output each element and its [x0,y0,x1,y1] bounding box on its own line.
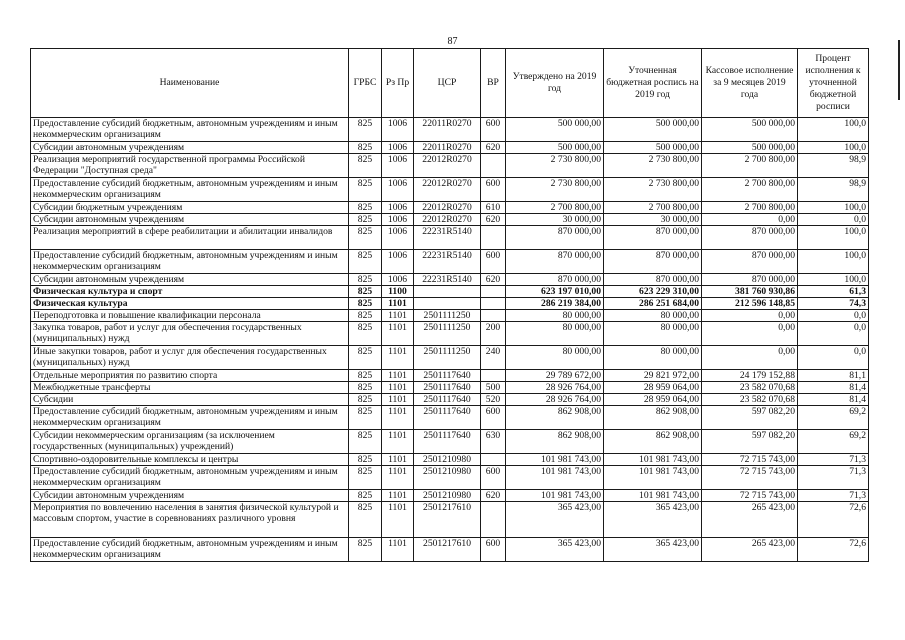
cell-rzpr: 1006 [382,142,414,154]
cell-rzpr: 1006 [382,226,414,250]
cell-vr: 620 [481,274,506,286]
cell-percent: 0,0 [798,322,869,346]
cell-refined: 286 251 684,00 [604,298,702,310]
cell-grbs: 825 [349,286,382,298]
cell-cash: 265 423,00 [702,538,798,562]
table-row [31,406,869,430]
cell-grbs: 825 [349,310,382,322]
cell-name: Предоставление субсидий бюджетным, автономным учреждениям и иным некоммерческим организациям [31,466,349,490]
cell-percent: 81,4 [798,382,869,394]
cell-percent: 0,0 [798,310,869,322]
cell-refined: 80 000,00 [604,346,702,370]
cell-vr: 620 [481,490,506,502]
cell-cash: 24 179 152,88 [702,370,798,382]
cell-csr: 2501210980 [414,490,481,502]
cell-refined: 2 730 800,00 [604,178,702,202]
table-row [31,322,869,346]
cell-name: Реализация мероприятий в сфере реабилитации и абилитации инвалидов [31,226,349,250]
cell-grbs: 825 [349,154,382,178]
cell-percent: 0,0 [798,214,869,226]
cell-rzpr: 1100 [382,286,414,298]
cell-rzpr: 1101 [382,430,414,454]
table-row [31,502,869,538]
cell-cash: 265 423,00 [702,502,798,538]
table-row [31,370,869,382]
table-row [31,274,869,286]
cell-percent: 71,3 [798,454,869,466]
cell-refined: 365 423,00 [604,502,702,538]
cell-cash: 72 715 743,00 [702,466,798,490]
cell-rzpr: 1006 [382,214,414,226]
header-csr: ЦСР [414,49,481,118]
cell-cash: 0,00 [702,322,798,346]
cell-csr: 2501111250 [414,310,481,322]
page-edge-mark [898,40,900,100]
cell-csr [414,286,481,298]
cell-cash: 23 582 070,68 [702,394,798,406]
cell-grbs: 825 [349,178,382,202]
cell-rzpr: 1006 [382,118,414,142]
table-row [31,382,869,394]
cell-refined: 862 908,00 [604,430,702,454]
cell-name: Иные закупки товаров, работ и услуг для обеспечения государственных (муниципальных) нужд [31,346,349,370]
cell-cash: 72 715 743,00 [702,454,798,466]
cell-vr: 630 [481,430,506,454]
cell-name: Межбюджетные трансферты [31,382,349,394]
cell-percent: 72,6 [798,538,869,562]
header-grbs: ГРБС [349,49,382,118]
cell-grbs: 825 [349,454,382,466]
cell-cash: 0,00 [702,346,798,370]
cell-grbs: 825 [349,406,382,430]
cell-approved: 101 981 743,00 [506,466,604,490]
cell-name: Предоставление субсидий бюджетным, автономным учреждениям и иным некоммерческим организациям [31,178,349,202]
cell-approved: 500 000,00 [506,118,604,142]
table-row [31,178,869,202]
cell-grbs: 825 [349,382,382,394]
cell-approved: 286 219 384,00 [506,298,604,310]
cell-vr: 600 [481,466,506,490]
cell-csr: 22011R0270 [414,118,481,142]
cell-csr: 2501210980 [414,466,481,490]
cell-vr [481,154,506,178]
cell-rzpr: 1101 [382,346,414,370]
cell-csr: 22231R5140 [414,274,481,286]
cell-refined: 80 000,00 [604,322,702,346]
cell-percent: 61,3 [798,286,869,298]
cell-name: Субсидии некоммерческим организациям (за исключением государственных (муниципальных) учреждений) [31,430,349,454]
budget-table [30,48,869,562]
cell-cash: 500 000,00 [702,142,798,154]
cell-refined: 500 000,00 [604,118,702,142]
page-number: 87 [447,36,458,47]
cell-percent: 69,2 [798,430,869,454]
cell-approved: 101 981 743,00 [506,490,604,502]
cell-approved: 2 730 800,00 [506,178,604,202]
cell-csr: 2501117640 [414,370,481,382]
cell-vr [481,454,506,466]
cell-percent: 81,1 [798,370,869,382]
cell-csr: 22012R0270 [414,202,481,214]
cell-csr: 2501111250 [414,346,481,370]
cell-rzpr: 1006 [382,274,414,286]
cell-refined: 870 000,00 [604,274,702,286]
cell-vr [481,310,506,322]
cell-name: Субсидии автономным учреждениям [31,490,349,502]
cell-grbs: 825 [349,430,382,454]
cell-csr: 22012R0270 [414,154,481,178]
table-row [31,538,869,562]
cell-vr: 620 [481,214,506,226]
cell-cash: 2 700 800,00 [702,202,798,214]
cell-refined: 870 000,00 [604,226,702,250]
cell-approved: 2 730 800,00 [506,154,604,178]
table-row [31,454,869,466]
table-row [31,286,869,298]
cell-vr [481,286,506,298]
cell-approved: 365 423,00 [506,502,604,538]
cell-cash: 2 700 800,00 [702,154,798,178]
cell-approved: 870 000,00 [506,274,604,286]
cell-refined: 30 000,00 [604,214,702,226]
cell-percent: 100,0 [798,142,869,154]
table-row [31,310,869,322]
cell-rzpr: 1006 [382,154,414,178]
cell-cash: 500 000,00 [702,118,798,142]
cell-cash: 870 000,00 [702,250,798,274]
cell-refined: 101 981 743,00 [604,490,702,502]
cell-percent: 71,3 [798,466,869,490]
cell-name: Субсидии автономным учреждениям [31,274,349,286]
cell-name: Субсидии [31,394,349,406]
cell-percent: 100,0 [798,226,869,250]
cell-csr: 22231R5140 [414,250,481,274]
header-rzpr: Рз Пр [382,49,414,118]
table-row [31,202,869,214]
table-row [31,430,869,454]
cell-refined: 2 700 800,00 [604,202,702,214]
cell-percent: 100,0 [798,250,869,274]
cell-rzpr: 1101 [382,490,414,502]
cell-percent: 98,9 [798,154,869,178]
cell-rzpr: 1006 [382,202,414,214]
cell-cash: 597 082,20 [702,406,798,430]
cell-cash: 870 000,00 [702,226,798,250]
cell-approved: 500 000,00 [506,142,604,154]
cell-csr [414,298,481,310]
cell-refined: 101 981 743,00 [604,454,702,466]
cell-grbs: 825 [349,370,382,382]
cell-vr [481,298,506,310]
cell-cash: 870 000,00 [702,274,798,286]
cell-vr: 520 [481,394,506,406]
cell-refined: 101 981 743,00 [604,466,702,490]
cell-grbs: 825 [349,214,382,226]
cell-refined: 2 730 800,00 [604,154,702,178]
cell-approved: 365 423,00 [506,538,604,562]
cell-cash: 23 582 070,68 [702,382,798,394]
cell-percent: 71,3 [798,490,869,502]
cell-percent: 98,9 [798,178,869,202]
cell-rzpr: 1006 [382,178,414,202]
cell-rzpr: 1101 [382,502,414,538]
cell-grbs: 825 [349,250,382,274]
cell-vr: 600 [481,178,506,202]
cell-name: Переподготовка и повышение квалификации персонала [31,310,349,322]
header-cash: Кассовое исполнение за 9 месяцев 2019 года [702,49,798,118]
cell-rzpr: 1101 [382,538,414,562]
cell-grbs: 825 [349,298,382,310]
cell-refined: 870 000,00 [604,250,702,274]
table-row [31,394,869,406]
table-row [31,250,869,274]
cell-vr: 600 [481,406,506,430]
cell-approved: 28 926 764,00 [506,394,604,406]
cell-percent: 69,2 [798,406,869,430]
cell-percent: 72,6 [798,502,869,538]
cell-refined: 623 229 310,00 [604,286,702,298]
cell-rzpr: 1101 [382,322,414,346]
table-row [31,214,869,226]
cell-name: Предоставление субсидий бюджетным, автономным учреждениям и иным некоммерческим организациям [31,118,349,142]
cell-grbs: 825 [349,322,382,346]
cell-name: Субсидии автономным учреждениям [31,214,349,226]
cell-name: Закупка товаров, работ и услуг для обеспечения государственных (муниципальных) нужд [31,322,349,346]
cell-grbs: 825 [349,538,382,562]
cell-refined: 28 959 064,00 [604,382,702,394]
cell-approved: 80 000,00 [506,346,604,370]
cell-percent: 0,0 [798,346,869,370]
cell-grbs: 825 [349,490,382,502]
header-percent: Процент исполнения к уточненной бюджетной росписи [798,49,869,118]
cell-name: Физическая культура [31,298,349,310]
cell-approved: 870 000,00 [506,250,604,274]
cell-csr: 22012R0270 [414,178,481,202]
cell-csr: 22012R0270 [414,214,481,226]
table-header-row [31,49,869,118]
cell-name: Предоставление субсидий бюджетным, автономным учреждениям и иным некоммерческим организациям [31,538,349,562]
cell-grbs: 825 [349,466,382,490]
cell-name: Отдельные мероприятия по развитию спорта [31,370,349,382]
cell-approved: 28 926 764,00 [506,382,604,394]
cell-rzpr: 1101 [382,454,414,466]
cell-percent: 100,0 [798,202,869,214]
cell-name: Физическая культура и спорт [31,286,349,298]
table-row [31,226,869,250]
cell-approved: 862 908,00 [506,430,604,454]
cell-grbs: 825 [349,346,382,370]
cell-rzpr: 1101 [382,394,414,406]
cell-csr: 22231R5140 [414,226,481,250]
cell-grbs: 825 [349,226,382,250]
cell-grbs: 825 [349,394,382,406]
cell-grbs: 825 [349,202,382,214]
cell-cash: 381 760 930,86 [702,286,798,298]
table-row [31,346,869,370]
cell-csr: 2501117640 [414,394,481,406]
cell-approved: 30 000,00 [506,214,604,226]
cell-vr: 600 [481,538,506,562]
cell-name: Предоставление субсидий бюджетным, автономным учреждениям и иным некоммерческим организациям [31,250,349,274]
cell-approved: 29 789 672,00 [506,370,604,382]
cell-cash: 2 700 800,00 [702,178,798,202]
cell-percent: 100,0 [798,118,869,142]
cell-name: Субсидии бюджетным учреждениям [31,202,349,214]
cell-rzpr: 1101 [382,406,414,430]
cell-grbs: 825 [349,118,382,142]
cell-cash: 0,00 [702,310,798,322]
cell-vr [481,370,506,382]
cell-approved: 623 197 010,00 [506,286,604,298]
cell-csr: 2501217610 [414,502,481,538]
cell-grbs: 825 [349,274,382,286]
cell-name: Предоставление субсидий бюджетным, автономным учреждениям и иным некоммерческим организациям [31,406,349,430]
cell-refined: 80 000,00 [604,310,702,322]
cell-name: Субсидии автономным учреждениям [31,142,349,154]
table-row [31,154,869,178]
cell-name: Реализация мероприятий государственной программы Российской Федерации "Доступная среда" [31,154,349,178]
cell-percent: 74,3 [798,298,869,310]
cell-grbs: 825 [349,142,382,154]
table-row [31,466,869,490]
cell-vr [481,502,506,538]
header-vr: ВР [481,49,506,118]
cell-refined: 365 423,00 [604,538,702,562]
cell-csr: 2501117640 [414,430,481,454]
cell-approved: 2 700 800,00 [506,202,604,214]
cell-vr: 500 [481,382,506,394]
cell-vr: 620 [481,142,506,154]
cell-percent: 100,0 [798,274,869,286]
cell-rzpr: 1101 [382,382,414,394]
cell-rzpr: 1101 [382,466,414,490]
cell-approved: 870 000,00 [506,226,604,250]
cell-vr: 600 [481,250,506,274]
table-row [31,298,869,310]
cell-csr: 2501117640 [414,406,481,430]
table-row [31,142,869,154]
cell-csr: 22011R0270 [414,142,481,154]
cell-percent: 81,4 [798,394,869,406]
cell-grbs: 825 [349,502,382,538]
cell-vr [481,226,506,250]
cell-name: Спортивно-оздоровительные комплексы и центры [31,454,349,466]
cell-approved: 862 908,00 [506,406,604,430]
cell-refined: 28 959 064,00 [604,394,702,406]
cell-name: Мероприятия по вовлечению населения в занятия физической культурой и массовым спортом, участие в соревнованиях различного уровня [31,502,349,538]
header-name: Наименование [31,49,349,118]
cell-vr: 610 [481,202,506,214]
header-approved: Утверждено на 2019 год [506,49,604,118]
cell-rzpr: 1006 [382,250,414,274]
cell-rzpr: 1101 [382,370,414,382]
cell-csr: 2501217610 [414,538,481,562]
cell-cash: 212 596 148,85 [702,298,798,310]
cell-approved: 80 000,00 [506,322,604,346]
cell-cash: 72 715 743,00 [702,490,798,502]
header-refined: Уточненная бюджетная роспись на 2019 год [604,49,702,118]
cell-csr: 2501117640 [414,382,481,394]
cell-refined: 862 908,00 [604,406,702,430]
cell-rzpr: 1101 [382,310,414,322]
table-row [31,118,869,142]
cell-vr: 240 [481,346,506,370]
cell-refined: 500 000,00 [604,142,702,154]
cell-vr: 600 [481,118,506,142]
cell-vr: 200 [481,322,506,346]
table-body [31,118,869,562]
table-row [31,490,869,502]
cell-cash: 597 082,20 [702,430,798,454]
cell-refined: 29 821 972,00 [604,370,702,382]
cell-csr: 2501111250 [414,322,481,346]
cell-cash: 0,00 [702,214,798,226]
cell-rzpr: 1101 [382,298,414,310]
cell-approved: 101 981 743,00 [506,454,604,466]
cell-approved: 80 000,00 [506,310,604,322]
cell-csr: 2501210980 [414,454,481,466]
